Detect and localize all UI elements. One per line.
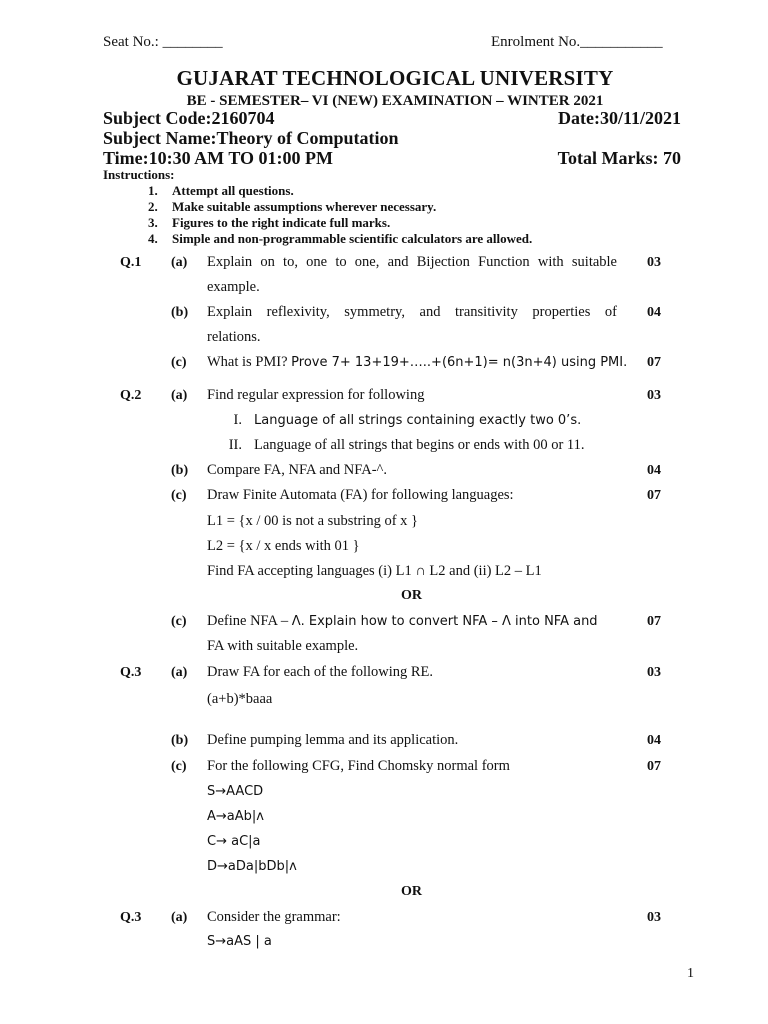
subject-code: Subject Code:2160704	[103, 108, 275, 128]
or-separator: OR	[401, 884, 422, 899]
question-number: Q.2	[120, 388, 142, 403]
question-text: Find FA accepting languages (i) L1 ∩ L2 and (ii) L2 – L1	[207, 563, 542, 579]
question-text: FA with suitable example.	[207, 638, 359, 654]
list-item: Language of all strings containing exactly two 0’s.	[254, 413, 582, 428]
instructions-heading: Instructions:	[103, 167, 175, 182]
university-title: GUJARAT TECHNOLOGICAL UNIVERSITY	[176, 66, 614, 90]
subquestion-label: (c)	[171, 759, 187, 774]
question-text: Explain reflexivity, symmetry, and transitivity properties of	[207, 304, 617, 320]
exam-title: BE - SEMESTER– VI (NEW) EXAMINATION – WINTER 2021	[186, 93, 604, 109]
question-text: Draw FA for each of the following RE.	[207, 664, 434, 680]
grammar-rule: A→aAb|ʌ	[207, 809, 264, 824]
subquestion-label: (b)	[171, 733, 189, 748]
question-number: Q.1	[120, 255, 142, 270]
question-text: For the following CFG, Find Chomsky normal form	[207, 758, 510, 774]
marks: 03	[647, 255, 661, 270]
marks: 07	[647, 614, 661, 629]
language-definition: L1 = {x / 00 is not a substring of x }	[207, 513, 418, 529]
grammar-rule: S→aAS | a	[207, 934, 272, 949]
marks: 07	[647, 488, 661, 503]
subquestion-label: (b)	[171, 463, 189, 478]
question-text: Consider the grammar:	[207, 909, 341, 925]
marks: 07	[647, 759, 661, 774]
marks: 03	[647, 910, 661, 925]
marks: 03	[647, 665, 661, 680]
grammar-rule: C→ aC|a	[207, 834, 261, 849]
page-number: 1	[687, 966, 694, 981]
enrolment-no: Enrolment No.___________	[491, 34, 663, 50]
question-text: Define NFA – Λ. Explain how to convert NFA – Λ into NFA and	[207, 613, 598, 629]
instruction-item: 4. Simple and non-programmable scientific calculators are allowed.	[148, 231, 533, 246]
question-number: Q.3	[120, 665, 142, 680]
question-text: Compare FA, NFA and NFA-^.	[207, 462, 387, 478]
exam-time: Time:10:30 AM TO 01:00 PM	[103, 148, 333, 168]
subquestion-label: (a)	[171, 910, 188, 925]
marks: 03	[647, 388, 661, 403]
subquestion-label: (c)	[171, 488, 187, 503]
subquestion-label: (a)	[171, 255, 188, 270]
subquestion-label: (c)	[171, 614, 187, 629]
question-text: example.	[207, 279, 260, 295]
question-text: Draw Finite Automata (FA) for following languages:	[207, 487, 514, 503]
regular-expression: (a+b)*baaa	[207, 691, 273, 707]
instruction-item: 3. Figures to the right indicate full marks.	[148, 215, 391, 230]
subquestion-label: (b)	[171, 305, 189, 320]
subquestion-label: (a)	[171, 388, 188, 403]
list-item: Language of all strings that begins or ends with 00 or 11.	[254, 437, 585, 453]
marks: 04	[647, 305, 661, 320]
language-definition: L2 = {x / x ends with 01 }	[207, 538, 360, 554]
question-number: Q.3	[120, 910, 142, 925]
subquestion-label: (c)	[171, 355, 187, 370]
or-separator: OR	[401, 588, 422, 603]
question-text: Define pumping lemma and its application.	[207, 732, 459, 748]
grammar-rule: S→AACD	[207, 784, 264, 799]
subject-name: Subject Name:Theory of Computation	[103, 128, 399, 148]
question-text: relations.	[207, 329, 261, 345]
list-number: I.	[233, 412, 242, 428]
exam-date: Date:30/11/2021	[558, 108, 681, 128]
subquestion-label: (a)	[171, 665, 188, 680]
question-text: Find regular expression for following	[207, 387, 425, 403]
marks: 07	[647, 355, 661, 370]
question-text: Explain on to, one to one, and Bijection Function with suitable	[207, 254, 617, 270]
total-marks: Total Marks: 70	[557, 148, 681, 168]
instruction-item: 1. Attempt all questions.	[148, 183, 294, 198]
list-number: II.	[228, 437, 242, 453]
instruction-item: 2. Make suitable assumptions wherever necessary.	[148, 199, 437, 214]
marks: 04	[647, 463, 661, 478]
marks: 04	[647, 733, 661, 748]
grammar-rule: D→aDa|bDb|ʌ	[207, 859, 297, 874]
seat-no: Seat No.: ________	[103, 34, 223, 50]
question-text: What is PMI? Prove 7+ 13+19+…..+(6n+1)= n(3n+4) using PMI.	[207, 354, 628, 370]
